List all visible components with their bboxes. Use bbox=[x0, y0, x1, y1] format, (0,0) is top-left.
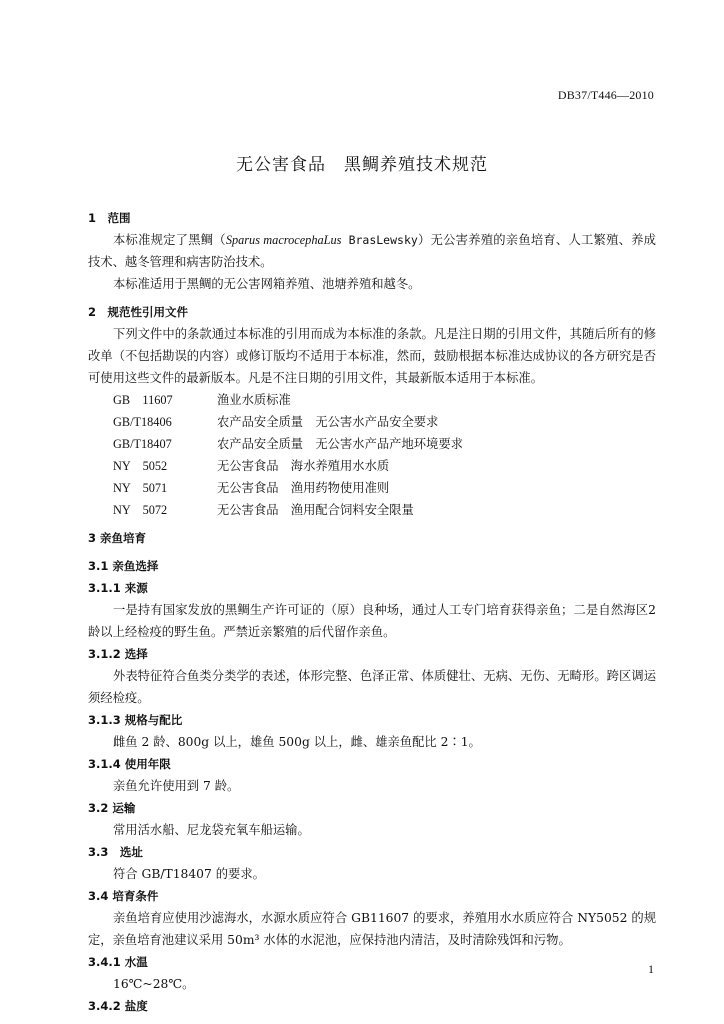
reference-code: GB/T18407 bbox=[113, 437, 172, 451]
site-paragraph: 符合 GB/T18407 的要求。 bbox=[113, 867, 265, 881]
reference-code: NY 5052 bbox=[113, 459, 168, 473]
subsection-heading-service-life: 3.1.4 使用年限 bbox=[88, 757, 171, 771]
section-heading-broodstock: 3 亲鱼培育 bbox=[88, 531, 147, 545]
reference-code: GB 11607 bbox=[113, 393, 173, 407]
reference-item bbox=[88, 477, 656, 499]
subsection-heading-conditions: 3.4 培育条件 bbox=[88, 889, 159, 903]
subsection-heading-specs: 3.1.3 规格与配比 bbox=[88, 713, 183, 727]
subsection-heading-site: 3.3 选址 bbox=[88, 845, 143, 859]
document-title: 无公害食品 黑鲷养殖技术规范 bbox=[236, 155, 488, 175]
reference-title: 无公害食品 海水养殖用水水质 bbox=[217, 459, 390, 473]
subsection-heading-salinity: 3.4.2 盐度 bbox=[88, 999, 148, 1013]
species-author: BrasLewsky bbox=[341, 233, 418, 247]
subsection-heading-selection: 3.1 亲鱼选择 bbox=[88, 559, 159, 573]
water-temp-paragraph: 16℃~28℃。 bbox=[113, 977, 195, 991]
standard-code: DB37/T446—2010 bbox=[557, 88, 654, 102]
page-number: 1 bbox=[648, 962, 654, 976]
service-life-paragraph: 亲鱼允许使用到 7 龄。 bbox=[113, 779, 240, 793]
document-body bbox=[88, 207, 656, 1017]
reference-title: 无公害食品 渔用配合饲料安全限量 bbox=[217, 503, 414, 517]
reference-title: 无公害食品 渔用药物使用准则 bbox=[217, 481, 390, 495]
scope-paragraph-1 bbox=[88, 229, 656, 273]
reference-title: 渔业水质标准 bbox=[217, 393, 291, 407]
reference-item bbox=[88, 411, 656, 433]
subsection-heading-transport: 3.2 运输 bbox=[88, 801, 136, 815]
source-paragraph: 一是持有国家发放的黑鲷生产许可证的（原）良种场，通过人工专门培育获得亲鱼；二是自然海区2龄以上经检疫的野生鱼。严禁近亲繁殖的后代留作亲鱼。 bbox=[88, 603, 656, 639]
section-heading-references: 2 规范性引用文件 bbox=[88, 305, 189, 319]
conditions-paragraph: 亲鱼培育应使用沙滤海水，水源水质应符合 GB11607 的要求，养殖用水水质应符合 NY5052 的规定，亲鱼培育池建议采用 50m³ 水体的水泥池，应保持池内清洁，及时清除残饵和污物。 bbox=[88, 911, 656, 947]
reference-code: GB/T18406 bbox=[113, 415, 172, 429]
transport-paragraph: 常用活水船、尼龙袋充氧车船运输。 bbox=[113, 823, 310, 837]
scientific-name: Sparus macrocephaLus bbox=[225, 233, 342, 247]
reference-list bbox=[88, 389, 656, 521]
subsection-heading-source: 3.1.1 来源 bbox=[88, 581, 148, 595]
reference-item bbox=[88, 433, 656, 455]
scope-text-before: 本标准规定了黑鲷（ bbox=[113, 233, 226, 247]
subsection-heading-choice: 3.1.2 选择 bbox=[88, 647, 148, 661]
specs-paragraph: 雌鱼 2 龄、800g 以上，雄鱼 500g 以上，雌、雄亲鱼配比 2∶1。 bbox=[113, 735, 481, 749]
reference-item bbox=[88, 389, 656, 411]
scope-text-after: ）无公害养殖的亲鱼培育、人工繁殖、养成技术、越冬管理和病害防治技术。 bbox=[88, 233, 656, 269]
reference-item bbox=[88, 499, 656, 521]
reference-title: 农产品安全质量 无公害水产品产地环境要求 bbox=[217, 437, 463, 451]
reference-code: NY 5071 bbox=[113, 481, 168, 495]
subsection-heading-water-temp: 3.4.1 水温 bbox=[88, 955, 148, 969]
references-paragraph: 下列文件中的条款通过本标准的引用而成为本标准的条款。凡是注日期的引用文件，其随后所有的修改单（不包括勘误的内容）或修订版均不适用于本标准，然而，鼓励根据本标准达成协议的各方研究是否可使用这些文件的最新版本。凡是不注日期的引用文件，其最新版本适用于本标准。 bbox=[88, 327, 656, 385]
reference-item bbox=[88, 455, 656, 477]
reference-title: 农产品安全质量 无公害水产品安全要求 bbox=[217, 415, 439, 429]
scope-paragraph-2: 本标准适用于黑鲷的无公害网箱养殖、池塘养殖和越冬。 bbox=[113, 277, 421, 291]
reference-code: NY 5072 bbox=[113, 503, 168, 517]
section-heading-scope: 1 范围 bbox=[88, 211, 131, 225]
choice-paragraph: 外表特征符合鱼类分类学的表述，体形完整、色泽正常、体质健壮、无病、无伤、无畸形。跨区调运须经检疫。 bbox=[88, 669, 656, 705]
